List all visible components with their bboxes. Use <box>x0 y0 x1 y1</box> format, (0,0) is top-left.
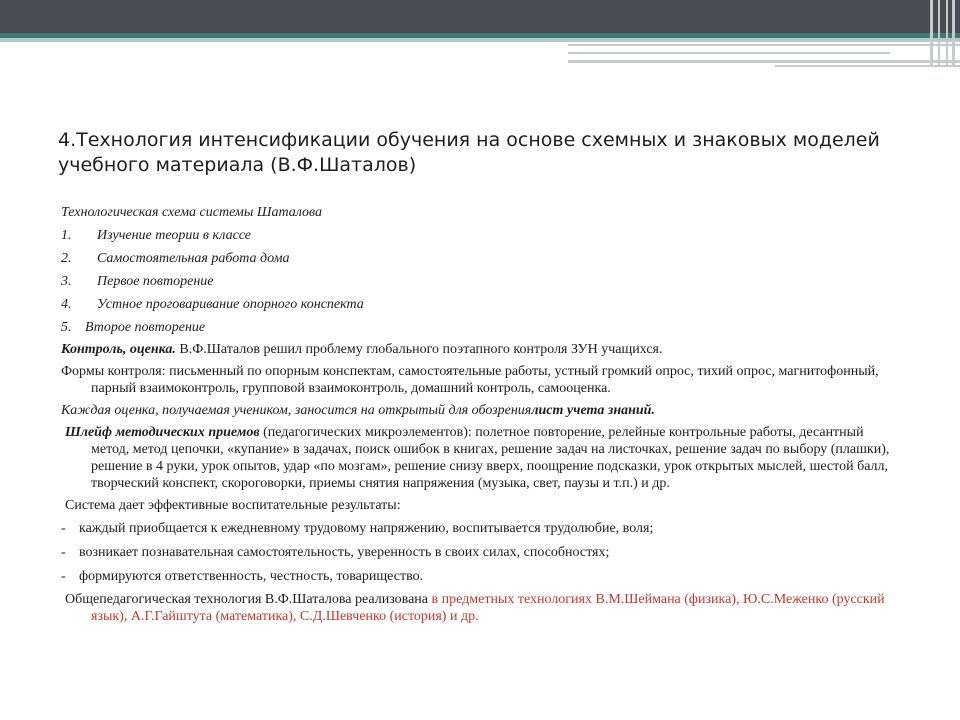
result-text: возникает познавательная самостоятельность, уверенность в своих силах, способностях; <box>79 545 610 560</box>
trail-text: (педагогических микроэлементов): полетное повторение, релейные контрольные работы, десантный метод, метод цепочки, «купание» в задачах, поиск ошибок в книгах, решение задач на листочках, решение задач по выбору (плашки), решение в 4 руки, урок опытов, удар «по мозгам», решение снизу вверх, поощрение подсказки, урок открытых мыслей, шестой балл, творческий конспект, скороговорки, приемы снятия напряжения (музыка, свет, паузы и т.п.) и др. <box>91 425 890 491</box>
result-item <box>61 520 901 537</box>
control-label: Контроль, оценка. <box>61 342 176 357</box>
scheme-item <box>61 227 901 244</box>
scheme-item-number: 3. <box>61 274 72 289</box>
results-intro: Система дает эффективные воспитательные результаты: <box>65 498 401 513</box>
scheme-item-text: Первое повторение <box>97 274 214 289</box>
scheme-item <box>61 273 901 290</box>
slide-title: 4.Технология интенсификации обучения на основе схемных и знаковых моделей учебного материала (В.Ф.Шаталов) <box>58 129 880 176</box>
final-red-text: в предметных технологиях В.М.Шеймана (физика), Ю.С.Меженко (русский язык), А.Г.Гайштута (математика), С.Д.Шевченко (история) и др. <box>91 592 885 624</box>
result-item <box>61 544 901 561</box>
decor-stripe <box>775 65 960 67</box>
scheme-item-number: 2. <box>61 251 72 266</box>
scheme-item <box>61 250 901 267</box>
header-bar <box>0 0 960 33</box>
decor-stripe <box>938 0 940 66</box>
scheme-item-text: Второе повторение <box>85 320 206 335</box>
result-text: формируются ответственность, честность, товарищество. <box>79 569 424 584</box>
scheme-item-number: 5. <box>61 320 72 335</box>
decor-stripe <box>946 0 948 66</box>
final-text: Общепедагогическая технология В.Ф.Шаталова реализована <box>65 592 432 607</box>
decor-stripe <box>952 0 955 66</box>
slide-body <box>61 204 901 625</box>
decor-stripe <box>568 44 960 46</box>
scheme-item-number: 1. <box>61 228 72 243</box>
grade-bold: лист учета знаний. <box>531 403 655 418</box>
decor-stripe <box>568 52 890 54</box>
header-stripe-light <box>0 38 960 42</box>
scheme-item-number: 4. <box>61 297 72 312</box>
final-paragraph <box>61 591 901 625</box>
decor-stripe <box>568 60 960 63</box>
trail-paragraph <box>61 424 901 492</box>
scheme-item-text: Самостоятельная работа дома <box>97 251 290 266</box>
bullet-dash: - <box>61 521 66 536</box>
scheme-item <box>61 319 901 336</box>
scheme-item-text: Изучение теории в классе <box>97 228 252 243</box>
trail-label: Шлейф методических приемов <box>65 425 260 440</box>
scheme-item <box>61 296 901 313</box>
bullet-dash: - <box>61 545 66 560</box>
result-item <box>61 568 901 585</box>
forms-paragraph: Формы контроля: письменный по опорным конспектам, самостоятельные работы, устный громкий опрос, тихий опрос, магнитофонный, парный взаимоконтроль, групповой взаимоконтроль, домашний контроль, самооценка. <box>61 364 879 396</box>
control-paragraph <box>61 341 901 358</box>
grade-text: Каждая оценка, получаемая учеником, заносится на открытый для обозрения <box>61 403 532 418</box>
result-text: каждый приобщается к ежедневному трудовому напряжению, воспитывается трудолюбие, воля; <box>79 521 654 536</box>
scheme-heading: Технологическая схема системы Шаталова <box>61 205 322 220</box>
decor-stripe <box>930 0 933 66</box>
bullet-dash: - <box>61 569 66 584</box>
scheme-item-text: Устное проговаривание опорного конспекта <box>97 297 364 312</box>
grade-paragraph <box>61 402 901 419</box>
control-text: В.Ф.Шаталов решил проблему глобального поэтапного контроля ЗУН учащихся. <box>175 342 663 357</box>
